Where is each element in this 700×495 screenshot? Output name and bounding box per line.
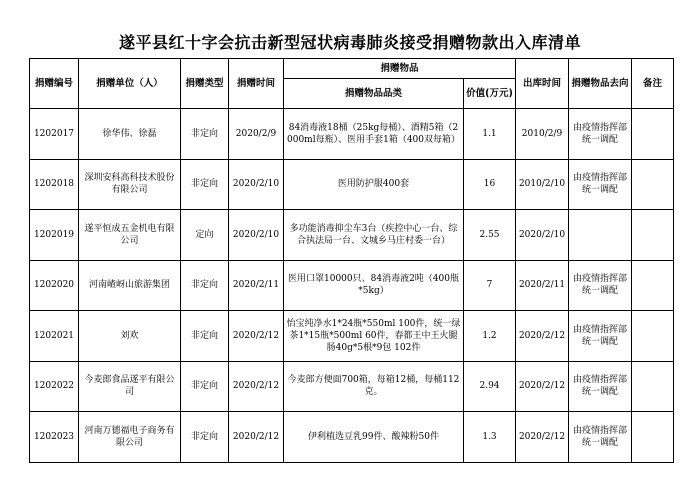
header-out-date: 出库时间 [516,59,569,109]
cell-out-date: 2020/2/12 [516,361,569,412]
cell-date: 2020/2/12 [229,361,284,412]
document-title: 遂平县红十字会抗击新型冠状病毒肺炎接受捐赠物款出入库清单 [118,33,581,52]
header-row-1 [30,59,674,79]
cell-value: 1.1 [464,109,516,160]
cell-out-date: 2020/2/11 [516,260,569,311]
header-id: 捐赠编号 [30,59,79,109]
table-row [30,412,674,463]
cell-date: 2020/2/9 [229,109,284,160]
cell-id: 1202021 [30,311,79,362]
cell-date: 2020/2/11 [229,260,284,311]
cell-id: 1202022 [30,361,79,412]
cell-desc: 多功能消毒抑尘车3台（疾控中心一台、综合执法局一台、文城乡马庄村委一台） [284,210,464,261]
cell-type: 非定向 [181,311,229,362]
cell-type: 非定向 [181,159,229,210]
table-row [30,109,674,160]
cell-desc: 伊利植选豆乳99件、酸辣粉50件 [284,412,464,463]
cell-type: 定向 [181,210,229,261]
cell-desc: 怡宝纯净水1*24瓶*550ml 100件，统一绿茶1*15瓶*500ml 60件，春都王中王火腿肠40g*5根*9包 102件 [284,311,464,362]
cell-date: 2020/2/12 [229,311,284,362]
header-destination: 捐赠物品去向 [569,59,632,109]
cell-donor: 刘欢 [79,311,181,362]
header-donor: 捐赠单位（人） [79,59,181,109]
cell-remark [632,159,674,210]
cell-remark [632,109,674,160]
cell-donor: 今麦郎食品遂平有限公司 [79,361,181,412]
cell-out-date: 2020/2/12 [516,311,569,362]
header-date: 捐赠时间 [229,59,284,109]
cell-id: 1202018 [30,159,79,210]
cell-date: 2020/2/10 [229,210,284,261]
cell-destination: 由疫情指挥部统一调配 [569,109,632,160]
cell-value: 16 [464,159,516,210]
header-goods-group: 捐赠物品 [284,59,516,79]
table-body [30,109,674,463]
donation-ledger-table [29,58,674,463]
cell-value: 7 [464,260,516,311]
cell-id: 1202019 [30,210,79,261]
cell-destination: 由疫情指挥部统一调配 [569,412,632,463]
table-row [30,159,674,210]
table-row [30,361,674,412]
cell-id: 1202023 [30,412,79,463]
cell-value: 1.2 [464,311,516,362]
cell-destination: 由疫情指挥部统一调配 [569,260,632,311]
header-goods-desc: 捐赠物品品类 [284,79,464,109]
cell-out-date: 2010/2/10 [516,159,569,210]
header-remark: 备注 [632,59,674,109]
cell-donor: 徐华伟、徐磊 [79,109,181,160]
cell-donor: 河南嵖岈山旅游集团 [79,260,181,311]
cell-desc: 医用口罩10000只、84消毒液2吨（400瓶*5kg） [284,260,464,311]
cell-remark [632,412,674,463]
cell-id: 1202020 [30,260,79,311]
cell-out-date: 2020/2/12 [516,412,569,463]
cell-out-date: 2010/2/9 [516,109,569,160]
cell-remark [632,210,674,261]
cell-remark [632,260,674,311]
cell-donor: 深圳安科高科技术股份有限公司 [79,159,181,210]
cell-destination: 由疫情指挥部统一调配 [569,361,632,412]
cell-donor: 遂平恒成五金机电有限公司 [79,210,181,261]
cell-destination: 由疫情指挥部统一调配 [569,311,632,362]
cell-out-date: 2020/2/10 [516,210,569,261]
cell-desc: 84消毒液18桶（25kg每桶）、酒精5箱（2000ml每瓶）、医用手套1箱（400双每箱） [284,109,464,160]
cell-destination: 由疫情指挥部统一调配 [569,159,632,210]
cell-remark [632,361,674,412]
table-row [30,311,674,362]
cell-type: 非定向 [181,361,229,412]
cell-type: 非定向 [181,109,229,160]
cell-value: 2.94 [464,361,516,412]
cell-remark [632,311,674,362]
cell-date: 2020/2/12 [229,412,284,463]
cell-value: 1.3 [464,412,516,463]
cell-desc: 今麦郎方便面700箱，每箱12桶，每桶112克。 [284,361,464,412]
header-value: 价值(万元) [464,79,516,109]
cell-destination [569,210,632,261]
cell-id: 1202017 [30,109,79,160]
cell-date: 2020/2/10 [229,159,284,210]
table-row [30,210,674,261]
cell-type: 非定向 [181,412,229,463]
cell-desc: 医用防护服400套 [284,159,464,210]
header-type: 捐赠类型 [181,59,229,109]
table-row [30,260,674,311]
cell-type: 非定向 [181,260,229,311]
cell-donor: 河南万德福电子商务有限公司 [79,412,181,463]
cell-value: 2.55 [464,210,516,261]
